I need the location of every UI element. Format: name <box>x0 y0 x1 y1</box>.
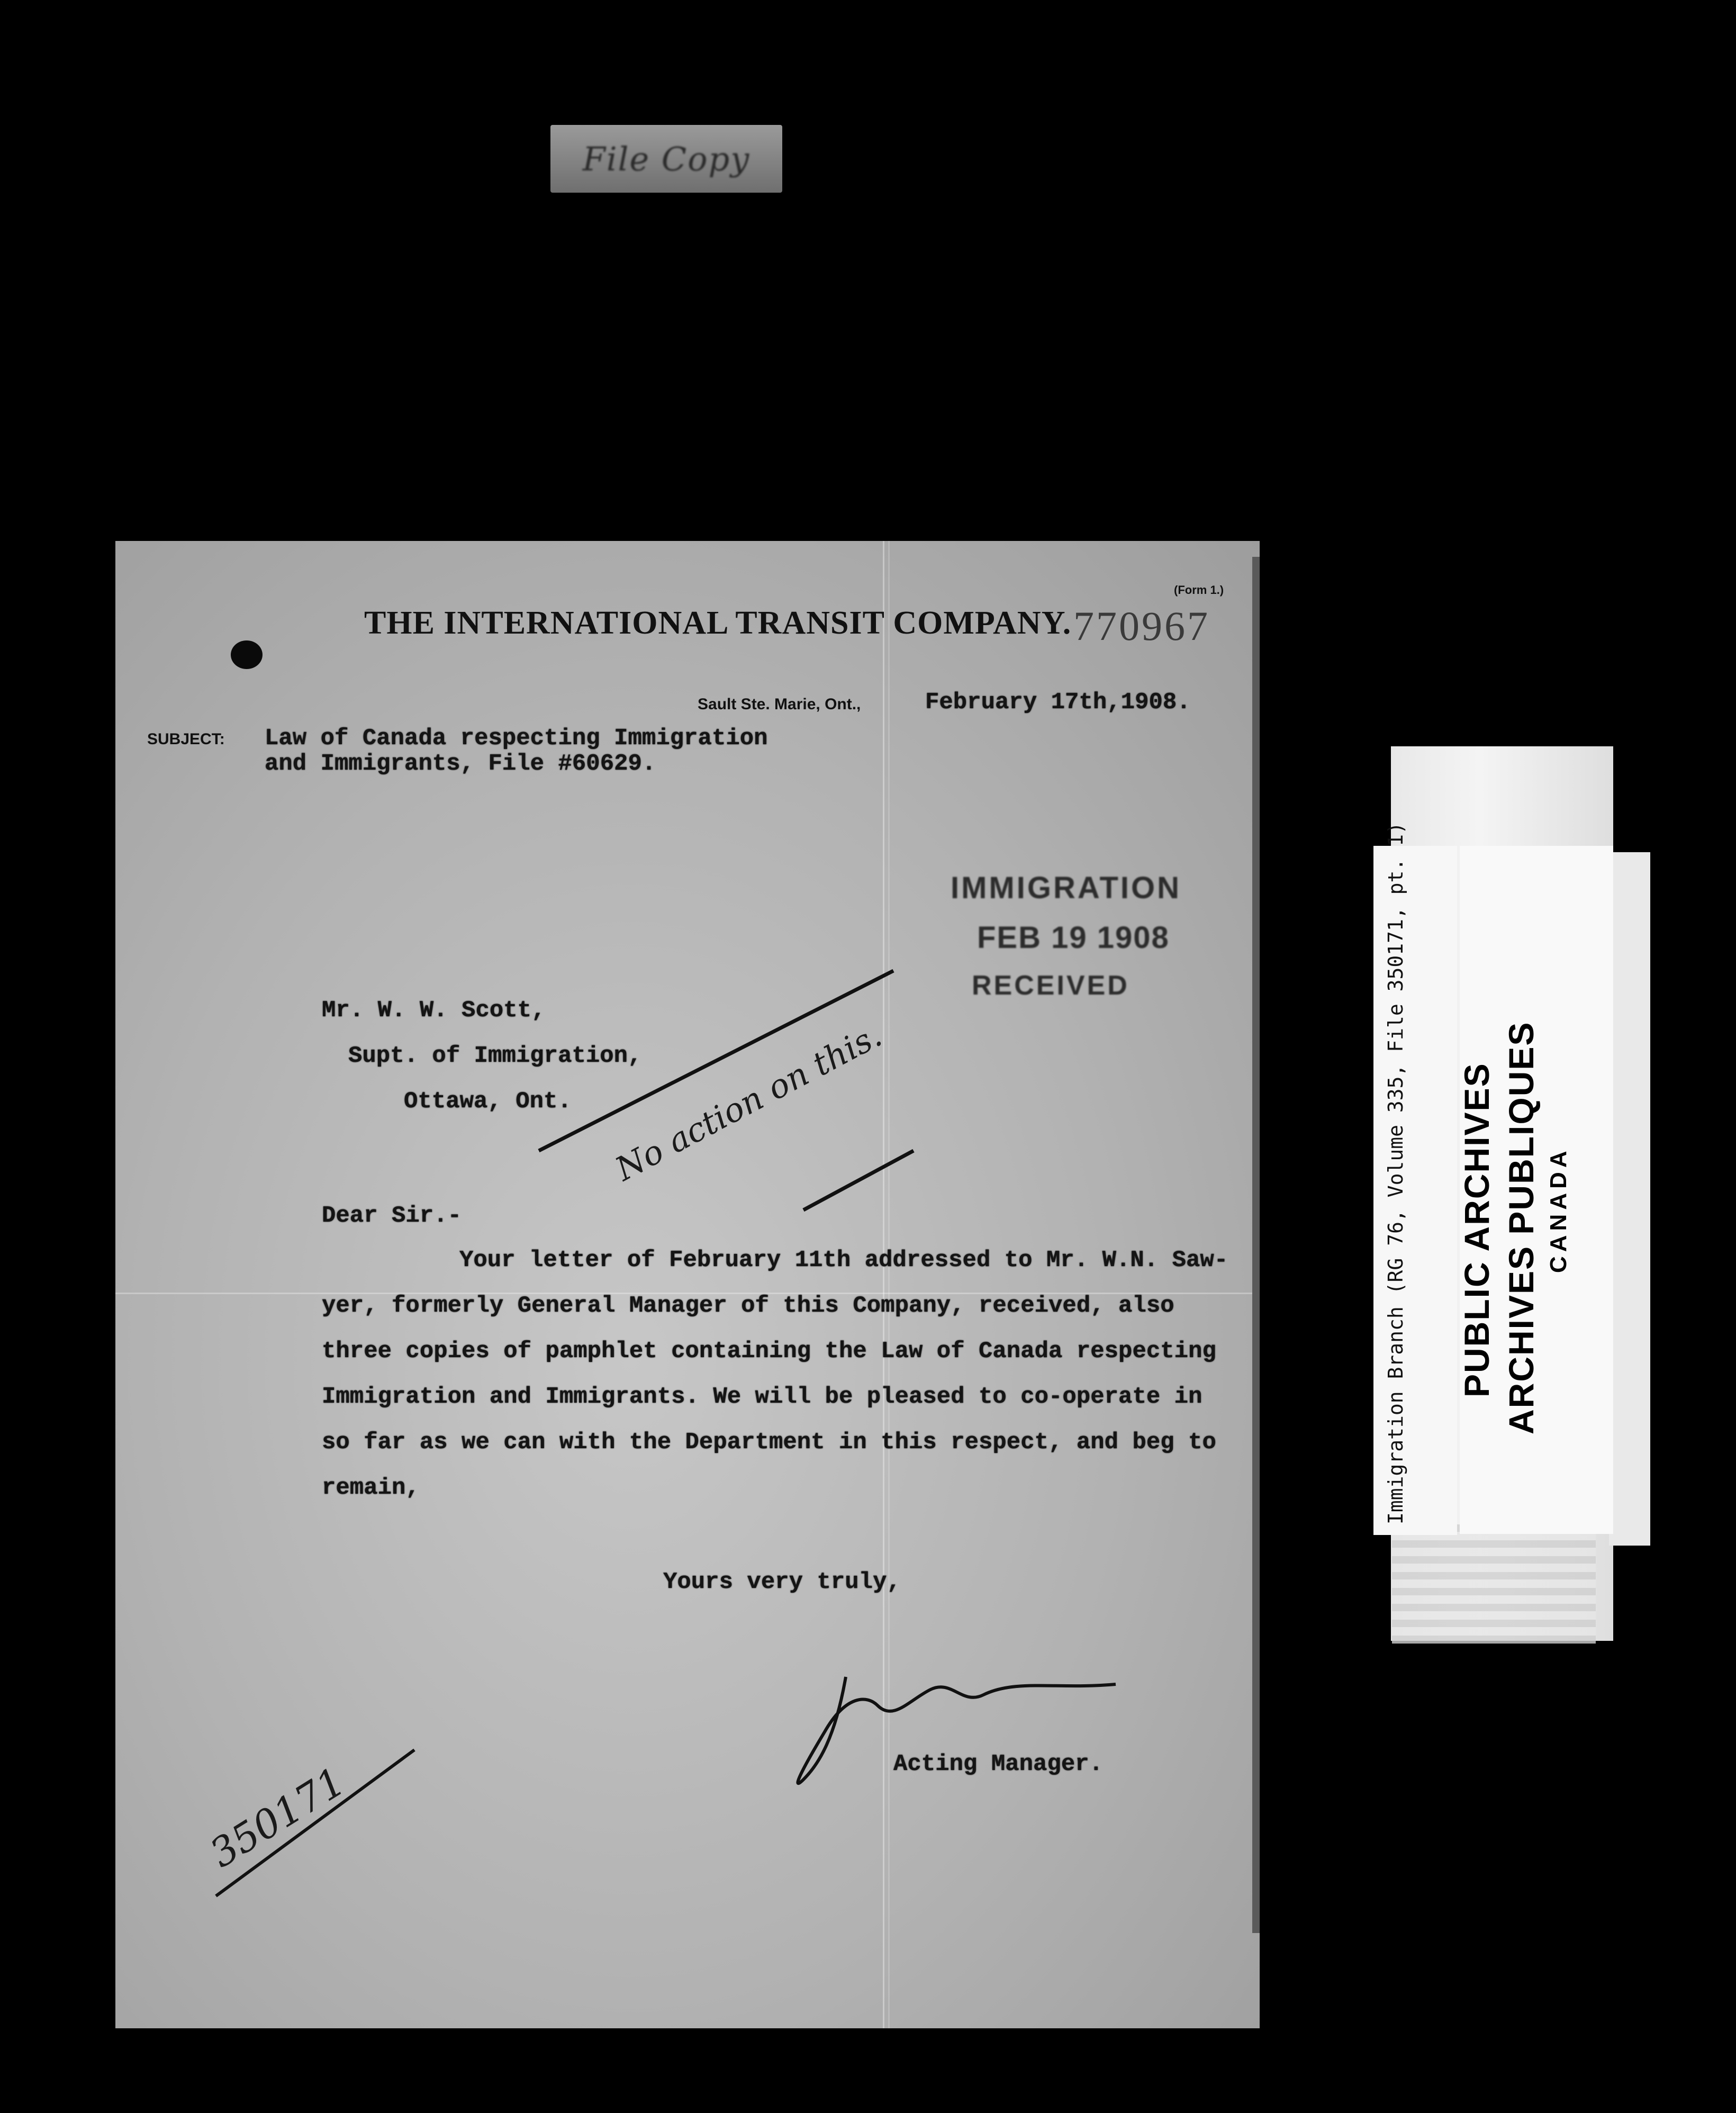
file-number-stamp: 770967 <box>1073 603 1210 649</box>
closing: Yours very truly, <box>663 1569 901 1595</box>
marginal-note-text: No action on this. <box>609 1015 888 1189</box>
body-line: so far as we can with the Department in this respect, and beg to <box>322 1429 1216 1456</box>
archive-reference: Immigration Branch (RG 76, Volume 335, File 350171, pt. 1) <box>1384 822 1407 1524</box>
body-line: three copies of pamphlet containing the Law of Canada respecting <box>322 1338 1216 1365</box>
signature-title: Acting Manager. <box>893 1751 1104 1777</box>
handwritten-file-number-text: 350171 <box>202 1758 354 1877</box>
form-number: (Form 1.) <box>1174 583 1224 597</box>
salutation: Dear Sir.- <box>322 1203 462 1229</box>
address-line: Ottawa, Ont. <box>404 1088 572 1115</box>
received-stamp-line: IMMIGRATION <box>951 871 1181 905</box>
file-copy-tab <box>550 125 782 193</box>
body-line: yer, formerly General Manager of this Company, received, also <box>322 1293 1174 1319</box>
archive-label-line: PUBLIC ARCHIVES <box>1457 1062 1496 1397</box>
company-letterhead: THE INTERNATIONAL TRANSIT COMPANY. <box>364 605 1072 641</box>
letter-place: Sault Ste. Marie, Ont., <box>698 696 861 713</box>
archive-slip-bottom <box>1392 1524 1596 1644</box>
file-copy-label: File Copy <box>582 139 751 178</box>
received-stamp-line: RECEIVED <box>972 970 1129 1001</box>
body-line: remain, <box>322 1475 420 1501</box>
archive-label-country: CANADA <box>1545 1146 1571 1273</box>
subject-line: Law of Canada respecting Immigration <box>265 725 768 752</box>
address-line: Mr. W. W. Scott, <box>322 997 546 1024</box>
subject-line: and Immigrants, File #60629. <box>265 751 656 777</box>
subject-label: SUBJECT: <box>147 730 225 748</box>
letter-page <box>115 541 1260 2028</box>
body-line: Your letter of February 11th addressed to Mr. W.N. Saw- <box>459 1247 1228 1274</box>
letter-date: February 17th,1908. <box>925 689 1191 716</box>
body-line: Immigration and Immigrants. We will be pleased to co-operate in <box>322 1384 1202 1410</box>
archive-label-line: ARCHIVES PUBLIQUES <box>1502 1021 1541 1434</box>
received-stamp-line: FEB 19 1908 <box>977 920 1170 955</box>
handwritten-file-number <box>115 541 1260 2028</box>
address-line: Supt. of Immigration, <box>348 1043 642 1069</box>
archive-slip-fold <box>1609 852 1650 1546</box>
